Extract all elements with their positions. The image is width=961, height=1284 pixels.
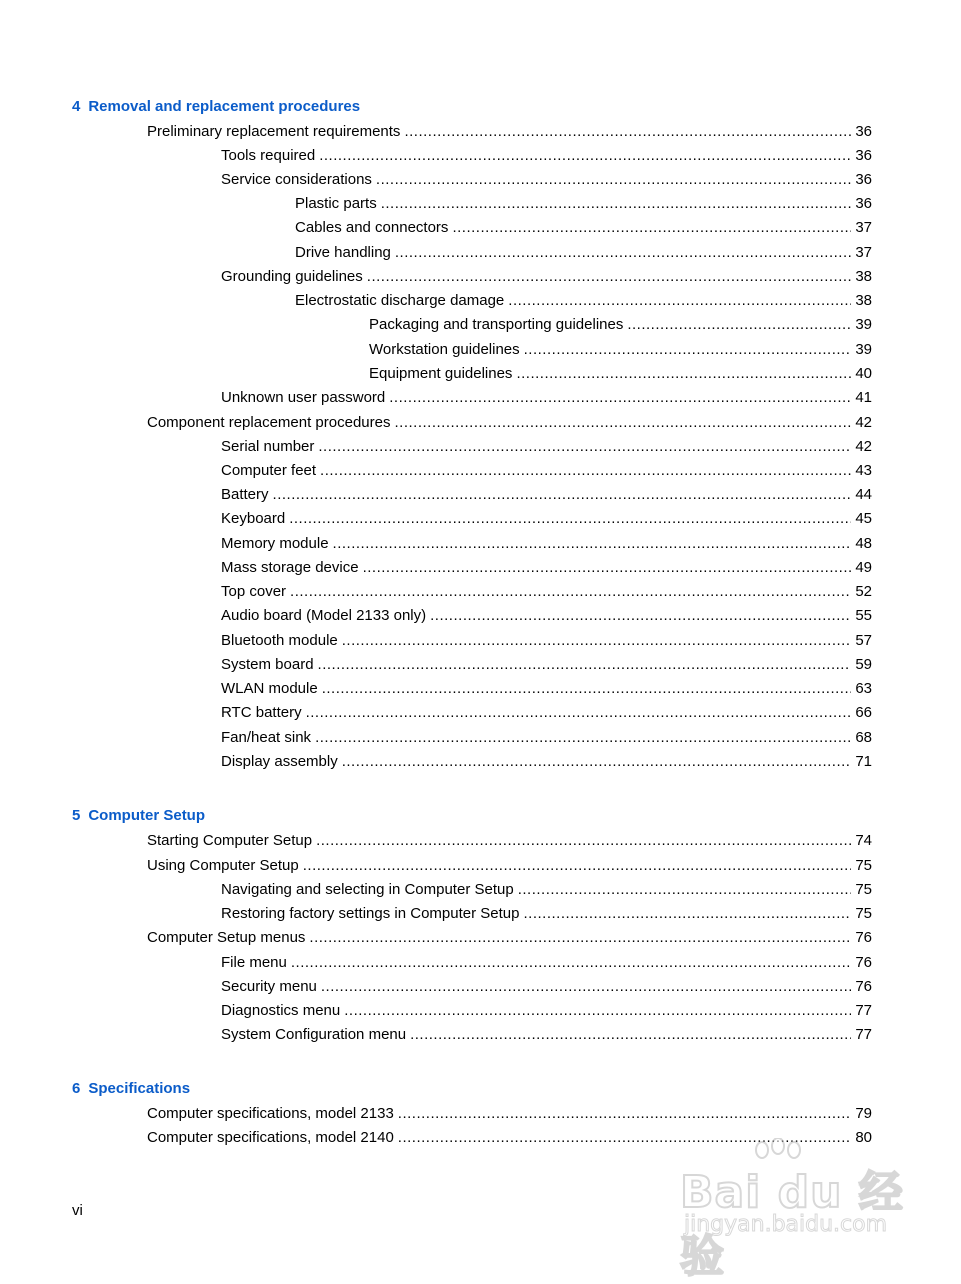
dot-leader: [319, 147, 851, 164]
toc-entry[interactable]: System Configuration menu ..... 77: [221, 1026, 872, 1046]
toc-entry[interactable]: Serial number ..... 42: [221, 438, 872, 458]
dot-leader: [315, 729, 851, 746]
watermark-url: jingyan.baidu.com: [684, 1212, 888, 1237]
dot-leader: [394, 414, 851, 431]
dot-leader: [309, 929, 851, 946]
baidu-watermark: [672, 1138, 912, 1282]
toc-entry[interactable]: Fan/heat sink ..... 68: [221, 729, 872, 749]
dot-leader: [321, 978, 851, 995]
toc-entry[interactable]: System board ..... 59: [221, 656, 872, 676]
chapter-heading[interactable]: 4 Removal and replacement procedures: [72, 98, 361, 115]
toc-entry[interactable]: Security menu ..... 76: [221, 978, 872, 998]
toc-entry[interactable]: Grounding guidelines ..... 38: [221, 268, 872, 288]
toc-entry[interactable]: Service considerations ..... 36: [221, 171, 872, 191]
dot-leader: [273, 486, 852, 503]
dot-leader: [342, 753, 852, 770]
page-number: vi: [72, 1202, 83, 1219]
dot-leader: [322, 680, 852, 697]
toc-entry[interactable]: Starting Computer Setup ..... 74: [147, 832, 872, 852]
dot-leader: [524, 341, 852, 358]
toc-entry[interactable]: Display assembly ..... 71: [221, 753, 872, 773]
toc-entry[interactable]: Keyboard ..... 45: [221, 510, 872, 530]
dot-leader: [381, 195, 852, 212]
dot-leader: [410, 1026, 851, 1043]
toc-entry[interactable]: Equipment guidelines ..... 40: [369, 365, 872, 385]
dot-leader: [318, 656, 852, 673]
toc-entry[interactable]: Drive handling ..... 37: [295, 244, 872, 264]
toc-entry[interactable]: WLAN module ..... 63: [221, 680, 872, 700]
toc-entry[interactable]: Computer specifications, model 2133 ..... 79: [147, 1105, 872, 1125]
toc-entry[interactable]: Computer specifications, model 2140 ..... 80: [147, 1129, 872, 1149]
watermark-brand: Bai du 经验: [680, 1167, 904, 1282]
toc-entry[interactable]: Battery ..... 44: [221, 486, 872, 506]
toc-entry[interactable]: Navigating and selecting in Computer Setup ..... 75: [221, 881, 872, 901]
dot-leader: [404, 123, 851, 140]
dot-leader: [289, 510, 851, 527]
toc-entry[interactable]: Packaging and transporting guidelines ..... 39: [369, 316, 872, 336]
toc-entry[interactable]: Computer feet ..... 43: [221, 462, 872, 482]
toc-entry[interactable]: Mass storage device ..... 49: [221, 559, 872, 579]
toc-entry[interactable]: Unknown user password ..... 41: [221, 389, 872, 409]
dot-leader: [367, 268, 852, 285]
dot-leader: [290, 583, 851, 600]
dot-leader: [342, 632, 852, 649]
toc-entry[interactable]: Workstation guidelines ..... 39: [369, 341, 872, 361]
dot-leader: [344, 1002, 851, 1019]
toc-entry[interactable]: Cables and connectors ..... 37: [295, 219, 872, 239]
dot-leader: [627, 316, 851, 333]
toc-entry[interactable]: Memory module ..... 48: [221, 535, 872, 555]
dot-leader: [316, 832, 851, 849]
dot-leader: [523, 905, 851, 922]
toc-entry[interactable]: Audio board (Model 2133 only) ..... 55: [221, 607, 872, 627]
toc-entry[interactable]: Diagnostics menu ..... 77: [221, 1002, 872, 1022]
toc-entry[interactable]: Using Computer Setup ..... 75: [147, 857, 872, 877]
dot-leader: [389, 389, 851, 406]
toc-entry[interactable]: Restoring factory settings in Computer Setup ..... 75: [221, 905, 872, 925]
toc-entry[interactable]: RTC battery ..... 66: [221, 704, 872, 724]
dot-leader: [516, 365, 851, 382]
dot-leader: [303, 857, 852, 874]
toc-entry[interactable]: File menu ..... 76: [221, 954, 872, 974]
dot-leader: [363, 559, 852, 576]
dot-leader: [430, 607, 851, 624]
toc-entry[interactable]: Component replacement procedures ..... 42: [147, 414, 872, 434]
dot-leader: [518, 881, 852, 898]
dot-leader: [306, 704, 852, 721]
toc-entry[interactable]: Bluetooth module ..... 57: [221, 632, 872, 652]
toc-entry[interactable]: Preliminary replacement requirements ..... 36: [147, 123, 872, 143]
dot-leader: [398, 1105, 852, 1122]
toc-entry[interactable]: Electrostatic discharge damage ..... 38: [295, 292, 872, 312]
dot-leader: [333, 535, 852, 552]
toc-entry[interactable]: Computer Setup menus ..... 76: [147, 929, 872, 949]
chapter-heading[interactable]: 5 Computer Setup: [72, 807, 206, 824]
toc-entry[interactable]: Plastic parts ..... 36: [295, 195, 872, 215]
dot-leader: [320, 462, 851, 479]
dot-leader: [395, 244, 851, 261]
dot-leader: [452, 219, 851, 236]
toc-entry[interactable]: Top cover ..... 52: [221, 583, 872, 603]
dot-leader: [376, 171, 851, 188]
dot-leader: [291, 954, 851, 971]
dot-leader: [318, 438, 851, 455]
chapter-heading[interactable]: 6 Specifications: [72, 1080, 191, 1097]
toc-entry[interactable]: Tools required ..... 36: [221, 147, 872, 167]
dot-leader: [508, 292, 851, 309]
